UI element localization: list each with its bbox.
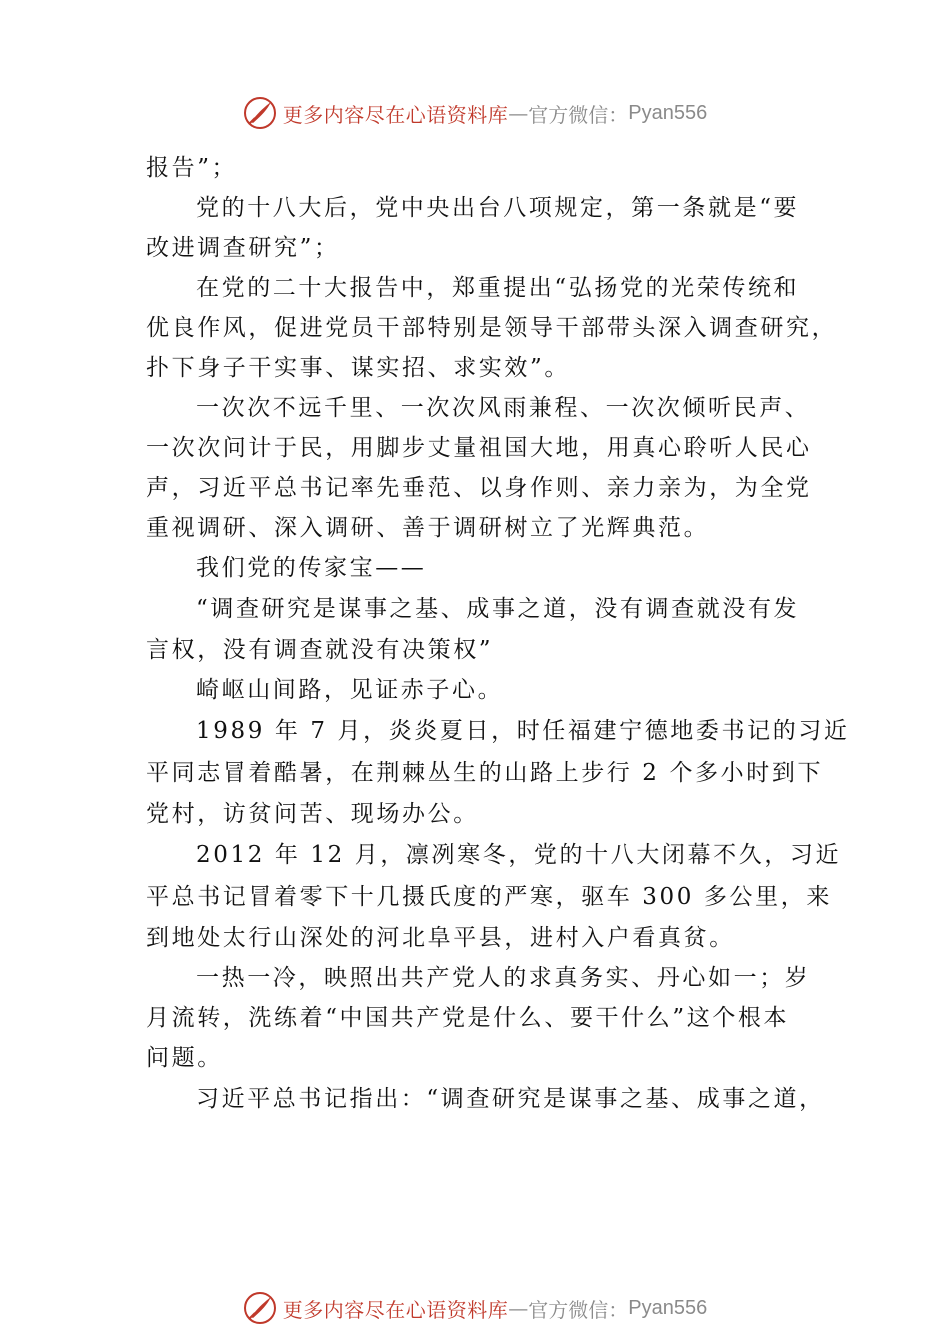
text-line: 我们党的传家宝—— bbox=[196, 555, 427, 581]
text-line: 在党的二十大报告中，郑重提出“弘扬党的光荣传统和 bbox=[196, 275, 800, 301]
footer-wechat-label: 官方微信： bbox=[528, 1297, 629, 1322]
text-line: 平同志冒着酷暑，在荆棘丛生的山路上步行 2 个多小时到下 bbox=[146, 760, 824, 786]
document-body bbox=[146, 148, 850, 1120]
text-line: 改进调查研究”； bbox=[146, 235, 340, 261]
text-line: 月流转，洗练着“中国共产党是什么、要干什么”这个根本 bbox=[146, 1005, 790, 1031]
text-line: 一次次不远千里、一次次风雨兼程、一次次倾听民声、 bbox=[196, 395, 811, 421]
quill-logo-icon bbox=[243, 96, 277, 130]
quill-logo-icon bbox=[243, 1291, 277, 1325]
text-line: 党村，访贫问苦、现场办公。 bbox=[146, 801, 479, 827]
footer-banner bbox=[0, 1288, 950, 1328]
header-separator: — bbox=[508, 101, 529, 125]
text-line: “调查研究是谋事之基、成事之道，没有调查就没有发 bbox=[196, 596, 800, 622]
text-line: 到地处太行山深处的河北阜平县，进村入户看真贫。 bbox=[146, 925, 735, 951]
header-banner bbox=[0, 93, 950, 133]
text-line: 党的十八大后，党中央出台八项规定，第一条就是“要 bbox=[196, 195, 800, 221]
footer-separator: — bbox=[508, 1296, 529, 1320]
text-line: 一次次问计于民，用脚步丈量祖国大地，用真心聆听人民心 bbox=[146, 435, 812, 461]
footer-wechat-id: Pyan556 bbox=[628, 1296, 708, 1319]
text-line: 扑下身子干实事、谋实招、求实效”。 bbox=[146, 355, 570, 381]
text-line: 重视调研、深入调研、善于调研树立了光辉典范。 bbox=[146, 515, 710, 541]
text-line: 1989 年 7 月，炎炎夏日，时任福建宁德地委书记的习近 bbox=[196, 718, 850, 744]
text-line: 问题。 bbox=[146, 1045, 223, 1071]
footer-brand-text: 更多内容尽在心语资料库 bbox=[282, 1297, 509, 1322]
header-wechat-label: 官方微信： bbox=[528, 102, 629, 127]
text-line: 声，习近平总书记率先垂范、以身作则、亲力亲为，为全党 bbox=[146, 475, 812, 501]
header-brand-text: 更多内容尽在心语资料库 bbox=[282, 102, 509, 127]
text-line: 2012 年 12 月，凛冽寒冬，党的十八大闭幕不久，习近 bbox=[196, 842, 842, 868]
text-line: 优良作风，促进党员干部特别是领导干部带头深入调查研究， bbox=[146, 315, 838, 341]
text-line: 习近平总书记指出：“调查研究是谋事之基、成事之道， bbox=[196, 1086, 825, 1112]
text-line: 平总书记冒着零下十几摄氏度的严寒，驱车 300 多公里，来 bbox=[146, 884, 832, 910]
header-wechat-id: Pyan556 bbox=[628, 101, 708, 124]
text-line: 言权，没有调查就没有决策权” bbox=[146, 637, 494, 663]
text-line: 崎岖山间路，见证赤子心。 bbox=[196, 677, 504, 703]
text-line: 一热一冷，映照出共产党人的求真务实、丹心如一；岁 bbox=[196, 965, 811, 991]
text-line: 报告”； bbox=[146, 155, 238, 181]
